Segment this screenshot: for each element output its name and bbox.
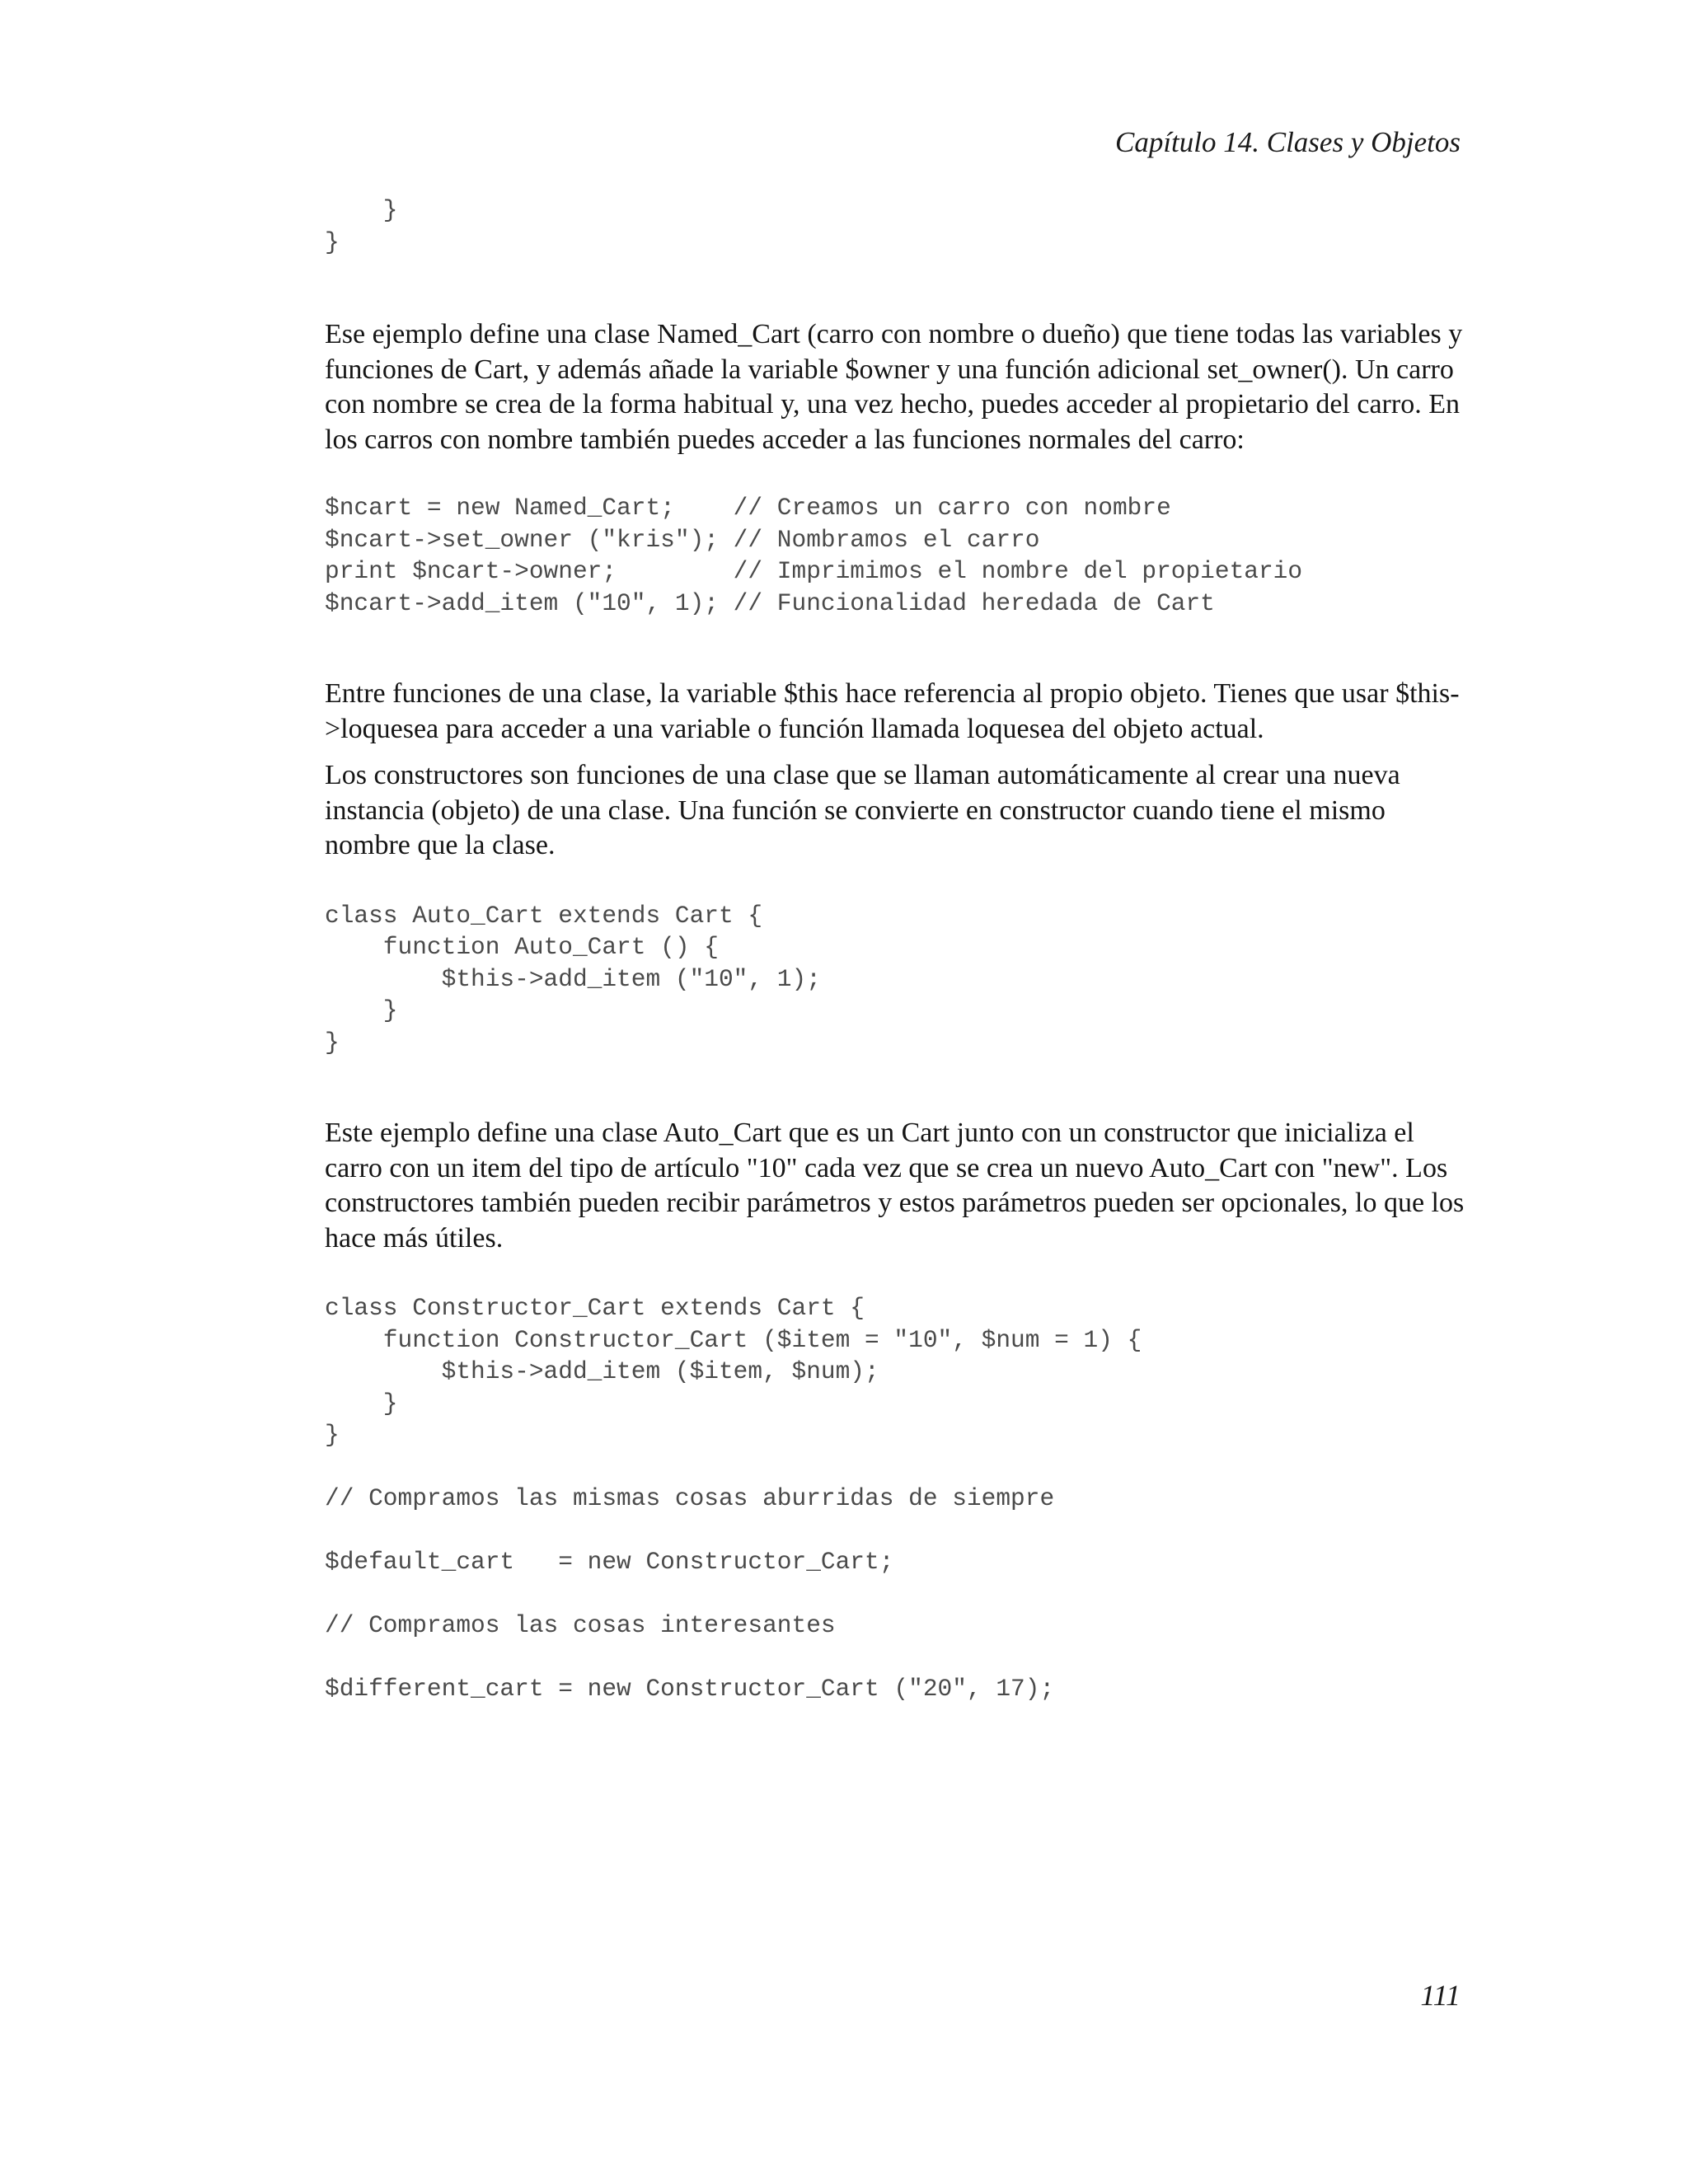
code-line-blank	[325, 1515, 1470, 1547]
code-line: function Auto_Cart () {	[325, 933, 719, 961]
code-line-blank	[325, 1451, 1470, 1483]
code-line: $different_cart = new Constructor_Cart ("20", 17);	[325, 1675, 1055, 1703]
code-line: }	[325, 996, 398, 1024]
code-line: class Constructor_Cart extends Cart {	[325, 1294, 865, 1322]
paragraph-this-variable: Entre funciones de una clase, la variable $this hace referencia al propio objeto. Tienes que usar $this->loquesea para acceder a una variable o función llamada loquesea del objeto actual.	[325, 678, 1460, 744]
code-line: class Auto_Cart extends Cart {	[325, 901, 763, 930]
paragraph-constructors: Los constructores son funciones de una clase que se llaman automáticamente al crear una nueva instancia (objeto) de una clase. Una función se convierte en constructor cuando tiene el mismo nombre que la clase.	[325, 760, 1400, 860]
code-line: $ncart = new Named_Cart; // Creamos un carro con nombre	[325, 494, 1171, 522]
code-line: $this->add_item ($item, $num);	[325, 1357, 879, 1385]
code-line: $this->add_item ("10", 1);	[325, 964, 821, 993]
code-comment-line: // Compramos las mismas cosas aburridas de siempre	[325, 1484, 1055, 1512]
code-block-auto-cart	[325, 900, 1470, 1059]
code-line-blank	[325, 1642, 1470, 1674]
code-line: }	[325, 1028, 340, 1057]
paragraph-auto-cart: Este ejemplo define una clase Auto_Cart que es un Cart junto con un constructor que inicializa el carro con un item del tipo de artículo "10" cada vez que se crea un nuevo Auto_Cart con "new". Los constructores también pueden recibir parámetros y estos parámetros pueden ser opcionales, lo que los hace más útiles.	[325, 1118, 1465, 1254]
code-block-constructor-cart	[325, 1292, 1470, 1705]
code-line: }	[325, 196, 398, 224]
page-content	[325, 194, 1470, 1705]
code-line: function Constructor_Cart ($item = "10", $num = 1) {	[325, 1325, 1142, 1354]
code-line: $ncart->add_item ("10", 1); // Funcionalidad heredada de Cart	[325, 588, 1215, 617]
code-line-blank	[325, 1578, 1470, 1610]
code-line: print $ncart->owner; // Imprimimos el nombre del propietario	[325, 557, 1303, 585]
code-line: }	[325, 227, 340, 256]
code-block-named-cart-usage	[325, 492, 1470, 619]
chapter-header: Capítulo 14. Clases y Objetos	[1114, 126, 1461, 158]
code-block-closing-braces	[325, 194, 1470, 258]
code-line: $default_cart = new Constructor_Cart;	[325, 1548, 894, 1576]
code-line: }	[325, 1421, 340, 1449]
code-line: }	[325, 1389, 398, 1418]
page-number: 111	[1420, 1979, 1461, 2012]
code-line: $ncart->set_owner ("kris"); // Nombramos el carro	[325, 525, 1040, 554]
code-comment-line: // Compramos las cosas interesantes	[325, 1611, 836, 1639]
paragraph-named-cart: Ese ejemplo define una clase Named_Cart (carro con nombre o dueño) que tiene todas las variables y funciones de Cart, y además añade la variable $owner y una función adicional set_owner(). Un carro con nombre se crea de la forma habitual y, una vez hecho, puedes acceder al propietario del carro. En los carros con nombre también puedes acceder a las funciones normales del carro:	[325, 319, 1463, 455]
